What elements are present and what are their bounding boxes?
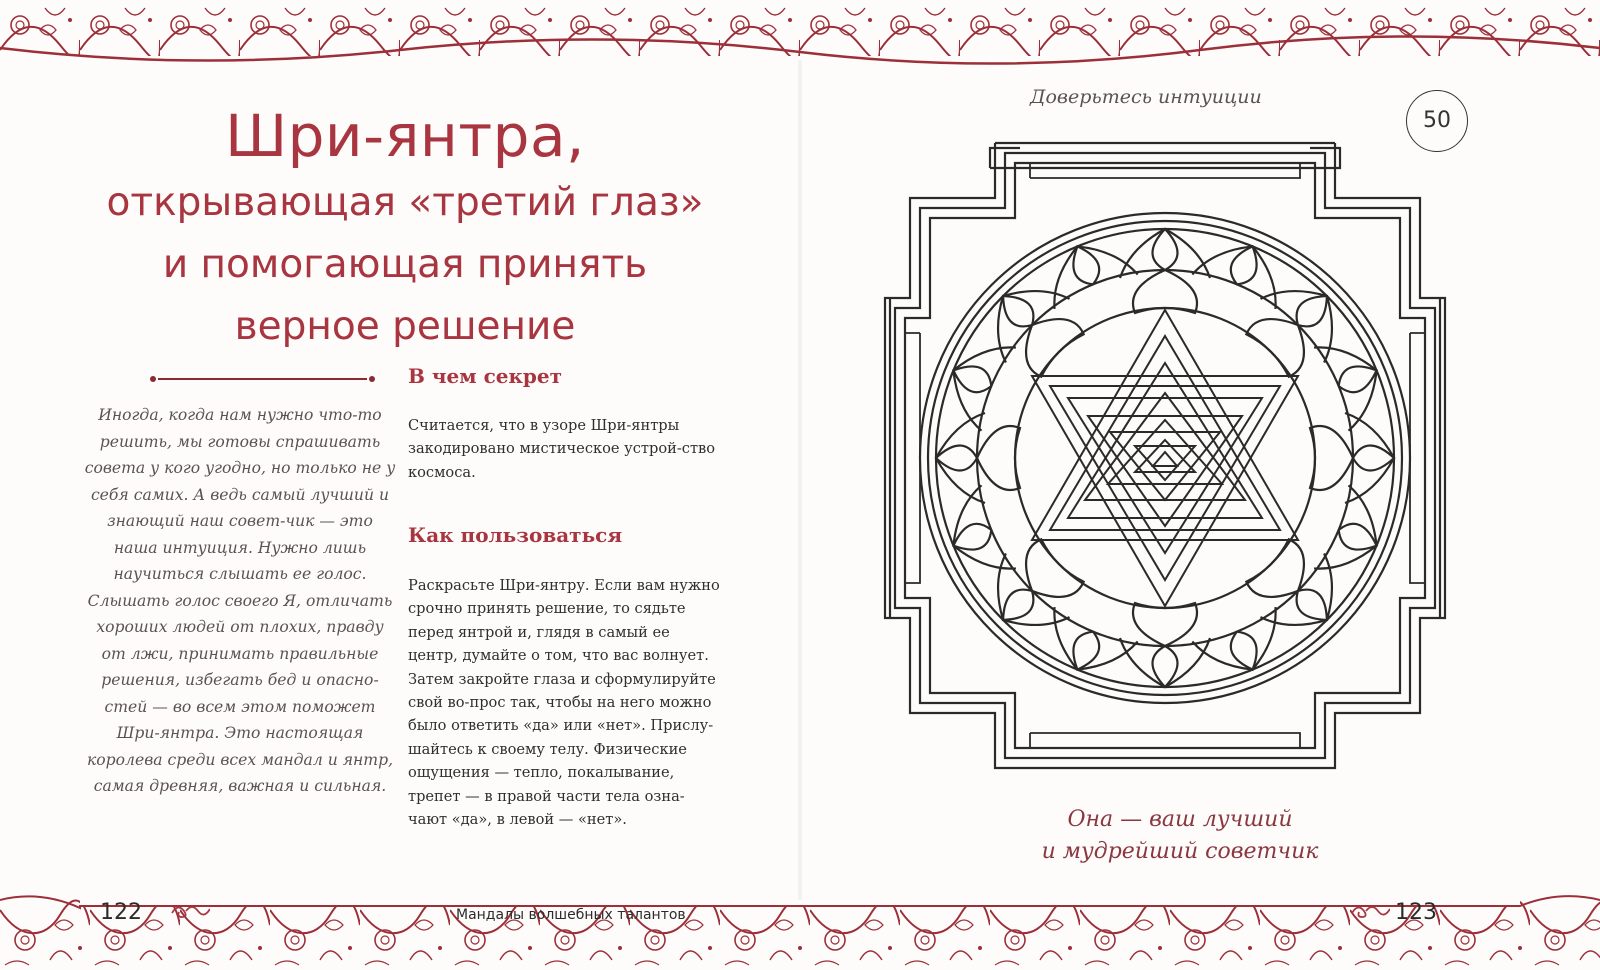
- divider-dot-icon: [369, 376, 375, 382]
- intro-paragraph: Иногда, когда нам нужно что-то решить, мы готовы спрашивать совета у кого угодно, но только не у себя самих. А ведь самый лучший и знающий наш совет-чик — это наша интуиция. Нужно лишь научиться слышать ее голос. Слышать голос своего Я, отличать хороших людей от плохих, правду от лжи, принимать правильные решения, избегать бед и опасно-стей — во всем этом поможет Шри-янтра. Это настоящая королева среди всех мандал и янтр, самая древняя, важная и сильная.: [84, 406, 396, 795]
- running-title: Мандалы волшебных талантов: [456, 907, 686, 923]
- decorative-divider: [150, 374, 375, 384]
- title-line-2: открывающая «третий глаз»: [106, 180, 704, 225]
- illustration-caption: [1000, 804, 1360, 868]
- mandala-number-badge: 50: [1406, 90, 1468, 152]
- section-heading-usage: Как пользоваться: [408, 523, 623, 547]
- page-number-left: 122: [100, 900, 142, 925]
- swirl-ornament-icon: [170, 899, 210, 923]
- section-text-secret: Считается, что в узоре Шри-янтры закодировано мистическое устрой-ство космоса.: [408, 417, 716, 481]
- sri-yantra-illustration: [850, 138, 1480, 778]
- title-line-1: Шри-янтра,: [225, 102, 585, 170]
- section-text-usage: Раскрасьте Шри-янтру. Если вам нужно срочно принять решение, то сядьте перед янтрой и, глядя в самый ее центр, думайте о том, что вас волнует. Затем закройте глаза и сформулируйте свой во-прос так, чтобы на него можно было ответить «да» или «нет». Прислу-шайтесь к своему телу. Физические ощущения — тепло, покалывание, трепет — в правой части тела озна-чают «да», в левой — «нет».: [408, 577, 720, 829]
- book-spine: [797, 60, 803, 900]
- caption-line-2: и мудрейший советчик: [1041, 839, 1319, 864]
- swirl-ornament-icon: [1350, 899, 1390, 923]
- right-page-header: Доверьтесь интуиции: [1030, 86, 1262, 108]
- caption-line-1: Она — ваш лучший: [1067, 807, 1293, 832]
- title-line-3: и помогающая принять: [162, 242, 648, 287]
- page-number-right: 123: [1395, 900, 1437, 925]
- title-line-4: верное решение: [234, 304, 576, 349]
- article-title: [60, 100, 750, 358]
- divider-dot-icon: [150, 376, 156, 382]
- section-heading-secret: В чем секрет: [408, 364, 563, 388]
